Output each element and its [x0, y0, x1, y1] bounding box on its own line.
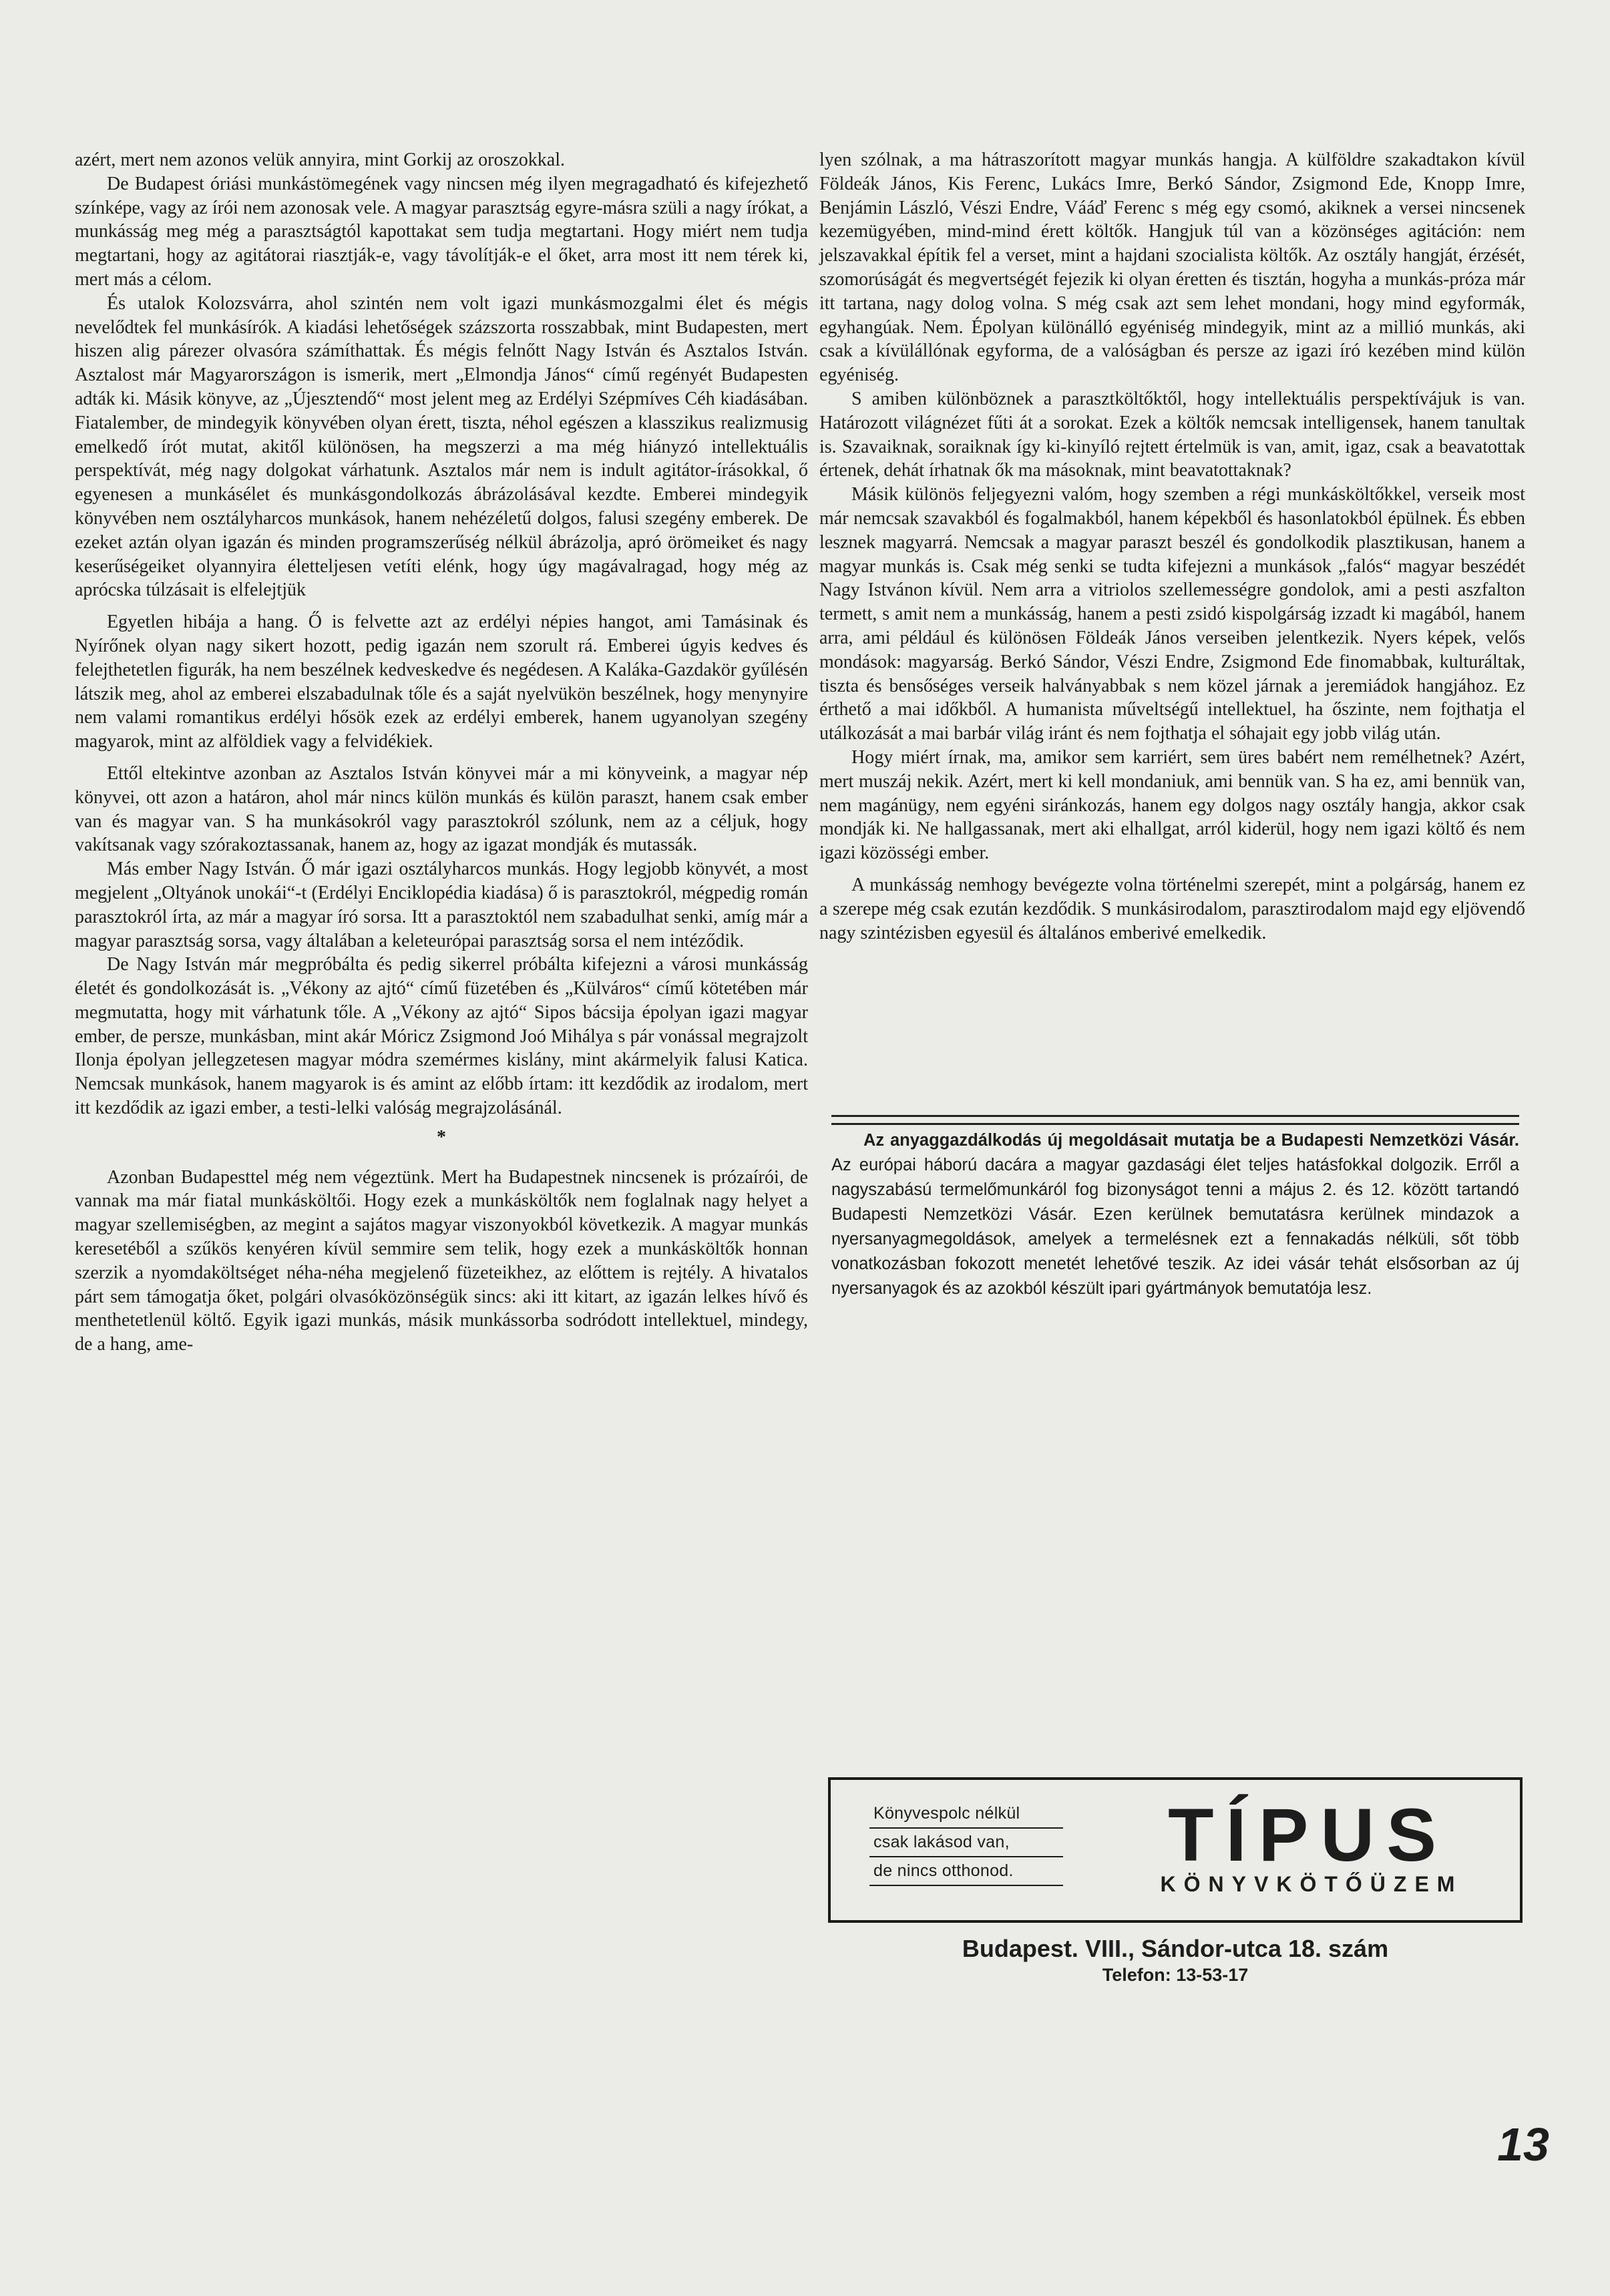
paragraph: Egyetlen hibája a hang. Ő is felvette azt az erdélyi népies hangot, ami Tamásinak és Nyírőnek olyan nagy sikert hozott, pedig igazán nem szorult rá. Emberei úgyis kedves és felejthetetlen figurák, ha nem beszélnek kedveskedve és negédesen. A Kaláka-Gazdakör gyűlésén látszik meg, ahol az emberei elszabadulnak tőle és a saját nyelvükön beszélnek, hogy menynyire nem valami romantikus erdélyi hősök ezek az erdélyi emberek, hanem ugyanolyan szegény magyarok, mint az alföldiek vagy a felvidékiek. [75, 612, 808, 752]
news-headline: Az anyaggazdálkodás új megoldásait mutatja be a Budapesti Nemzetközi Vásár. [863, 1131, 1519, 1150]
ad-slogan-line: Könyvespolc nélkül [869, 1800, 1063, 1829]
advertisement-box [828, 1777, 1523, 1923]
ad-slogan [869, 1800, 1063, 1886]
ad-phone: Telefon: 13-53-17 [1102, 1965, 1249, 1985]
paragraph: S amiben különböznek a parasztköltőktől, hogy intellektuális perspektívájuk is van. Határozott világnézet fűti át a sorokat. Ezek a költők nemcsak intelligensek, hanem tanultak is. Szavaiknak, soraiknak így ki-kinyíló rejtett értelmük is van, amit, igaz, csak a beavatottak értenek, dehát írhatnak ők ma másoknak, mint beavatottaknak? [819, 388, 1525, 481]
paragraph: De Nagy István már megpróbálta és pedig sikerrel próbálta kifejezni a városi munkásság életét és gondolkozását is. „Vékony az ajtó“ című füzetében és „Külváros“ című kötetében már megmutatta, hogy mit várhatunk tőle. A „Vékony az ajtó“ Sipos bácsija épolyan igazi magyar ember, de persze, munkásban, mint akár Móricz Zsigmond Joó Mihálya s pár vonással megrajzolt Ilonja épolyan jellegzetesen magyar módra szemérmes kislány, mint akármelyik falusi Katica. Nemcsak munkások, hanem magyarok is és amint az előbb írtam: itt kezdődik az irodalom, mert itt kezdődik az igazi ember, a testi-lelki valóság megrajzolásánál. [75, 954, 808, 1119]
news-item [831, 1128, 1519, 1301]
right-column [819, 148, 1525, 945]
left-column [75, 148, 808, 1357]
paragraph: Más ember Nagy István. Ő már igazi osztályharcos munkás. Hogy legjobb könyvét, a most megjelent „Oltyánok unokái“-t (Erdélyi Enciklopédia kiadása) ő is parasztokról, mégpedig román parasztokról írta, az már a magyar író sorsa. Itt a parasztoktól nem szabadulhat senki, amíg már a magyar parasztság sorsa, vagy általában a keleteurópai parasztság sorsa el nem intéződik. [75, 859, 808, 951]
paragraph: És utalok Kolozsvárra, ahol szintén nem volt igazi munkásmozgalmi élet és mégis nevelődtek fel munkásírók. A kiadási lehetőségek százszorta rosszabbak, mint Budapesten, mert hiszen alig párezer olvasóra számíthattak. És mégis felnőtt Nagy István és Asztalos István. Asztalost már Magyarországon is ismerik, mert „Elmondja János“ című regényét Budapesten adták ki. Másik könyve, az „Újesztendő“ most jelent meg az Erdélyi Szépmíves Céh kiadásában. Fiatalember, de mindegyik könyvében olyan érett, tiszta, néhol egészen a klasszikus realizmusig emelkedő írót mutat, akitől különösen, ha megszerzi a ma még hiányzó intellektuális perspektívát, még nagy dolgokat várhatunk. Asztalos már nem is indult agitátor-írásokkal, ő egyenesen a munkásélet és munkásgondolkozás ábrázolásával kezdte. Emberei mindegyik könyvében nem osztályharcos munkások, hanem nehézéletű dolgos, falusi szegény emberek. De ezeket aztán olyan igazán és minden programszerűség nélkül ábrázolja, apró örömeiket és nagy keserűségeiket olyannyira életteljesen vetíti elénk, hogy úgy magávalragad, hogy még az aprócska túlzásait is elfelejtjük [75, 292, 808, 601]
ad-brand: TÍPUS [1168, 1793, 1448, 1877]
ad-slogan-line: csak lakásod van, [869, 1829, 1063, 1857]
ad-subtitle: KÖNYVKÖTŐÜZEM [1160, 1872, 1463, 1896]
page-number: 13 [1497, 2118, 1549, 2170]
paragraph: A munkásság nemhogy bevégezte volna történelmi szerepét, mint a polgárság, hanem ez a szerepe még csak ezután kezdődik. S munkásirodalom, parasztirodalom majd egy eljövendő nagy szintézisben egyesül és általános emberivé emelkedik. [819, 874, 1525, 943]
paragraph: Ettől eltekintve azonban az Asztalos István könyvei már a mi könyveink, a magyar nép könyvei, ott azon a határon, ahol már nincs külön munkás és külön paraszt, hanem csak ember van és magyar van. S ha munkásokról vagy parasztokról szólunk, nem az a céljuk, hogy vakítsanak vagy szórakoztassanak, hanem az, hogy az igazat mondják és mutassák. [75, 762, 808, 856]
double-rule-divider [831, 1115, 1519, 1125]
paragraph: De Budapest óriási munkástömegének vagy nincsen még ilyen megragadható és kifejezhető színképe, vagy az írói nem azonosak vele. A magyar parasztság egyre-másra szüli a nagy írókat, a munkásság meg még a parasztságtól kapottakat sem tudja megtartani. Hogy miért nem tudja megtartani, hogy az agitátorai riasztják-e, vagy távolítják-e el őket, arra most itt nem térek ki, mert más a célom. [75, 173, 808, 290]
section-separator: * [437, 1126, 446, 1148]
paragraph: Másik különös feljegyezni valóm, hogy szemben a régi munkásköltőkkel, verseik most már nemcsak szavakból és fogalmakból, hanem képekből és hasonlatokból épülnek. És ebben lesznek magyarrá. Nemcsak a magyar paraszt beszél és gondolkodik plasztikusan, hanem a magyar munkás is. Csak még senki se tudta kifejezni a munkások „falós“ magyar beszédét Nagy Istvánon kívül. Nem arra a vitriolos szellemességre gondolok, ami a pesti aszfalton termett, s amit nem a munkásság, hanem a pesti zsidó kispolgárság izzadt ki magából, hanem arra, ami például és különösen Földeák János verseiben jelentkezik. Nyers képek, velős mondások: magyarság. Berkó Sándor, Vészi Endre, Zsigmond Ede finomabbak, kulturáltak, tiszta és bensőséges verseik halványabbak s nem közel járnak a jeremiádok hangjához. Ez érthető a mai időkből. A humanista műveltségű intellektuel, ha őszinte, nem fojthatja el utálkozását a mai barbár világ iránt és nem fojthatja el sóhajait egy jobb világ után. [819, 484, 1525, 744]
ad-address: Budapest. VIII., Sándor-utca 18. szám [962, 1935, 1389, 1962]
paragraph: Hogy miért írnak, ma, amikor sem karriért, sem üres babért nem remélhetnek? Azért, mert muszáj nekik. Azért, mert ki kell mondaniuk, ami bennük van. S ha ez, ami bennük van, nem magánügy, nem egyéni siránkozás, hanem egy dolgos nagy osztály hangja, akkor csak mondják ki. Ne hallgassanak, mert aki elhallgat, arról kiderül, hogy nem igazi költő és nem igazi közösségi ember. [819, 746, 1525, 864]
paragraph: Azonban Budapesttel még nem végeztünk. Mert ha Budapestnek nincsenek is prózaírói, de vannak ma már fiatal munkásköltői. Hogy ezek a munkásköltők nem foglalnak nagy helyet a magyar szellemiségben, az megint a sajátos magyar viszonyokból következik. A magyar munkás keresetéből a szűkös kenyéren kívül semmire sem telik, hogy ezek a munkásköltők honnan szerzik a nyomdaköltséget néha-néha megjelenő füzeteikhez, az előttem is rejtély. A hivatalos párt sem támogatja őket, polgári olvasóközönségük sincs: aki itt kitart, az igazán lelkes hívő és menthetetlenül költő. Egyik igazi munkás, másik munkássorba sodródott intellektuel, mindegy, de a hang, ame- [75, 1166, 808, 1355]
paragraph: azért, mert nem azonos velük annyira, mint Gorkij az oroszokkal. [75, 150, 565, 170]
paragraph: lyen szólnak, a ma hátraszorított magyar munkás hangja. A külföldre szakadtakon kívül Földeák János, Kis Ferenc, Lukács Imre, Berkó Sándor, Zsigmond Ede, Knopp Imre, Benjámin László, Vészi Endre, Vááď Ferenc s még egy csomó, akiknek a versei nincsenek kezemügyében, mind-mind érett költők. Hangjuk túl van a közönséges agitáción: nem jelszavakkal építik fel a verset, mint a hajdani szocialista költők. Az osztály hangját, érzését, szomorúságát és megvertségét fejezik ki olyan éretten és tisztán, hogyha a munkás-próza már itt tartana, nagy dolog volna. S még csak azt sem lehet mondani, hogy mind egyformák, egyhangúak. Nem. Épolyan különálló egyéniség mindegyik, mint az a millió munkás, aki csak a kívülállónak egyforma, de a valóságban és persze az igazi író kezében mind külön egyéniség. [819, 150, 1525, 386]
ad-slogan-line: de nincs otthonod. [869, 1857, 1063, 1886]
news-body: Az európai háború dacára a magyar gazdasági élet teljes hatásfokkal dolgozik. Erről a nagyszabású termelőmunkáról fog bizonyságot tenni a május 2. és 12. között tartandó Budapesti Nemzetközi Vásár. Ezen kerülnek bemutatásra kerülnek mindazok a nyersanyagmegoldások, amelyek a termelésnek ezt a fennakadás nélküli, sőt több vonatkozásban fokozott menetét lehetővé teszik. Az idei vásár tehát elsősorban az új nyersanyagok és az azokból készült ipari gyártmányok bemutatója lesz. [831, 1156, 1519, 1298]
